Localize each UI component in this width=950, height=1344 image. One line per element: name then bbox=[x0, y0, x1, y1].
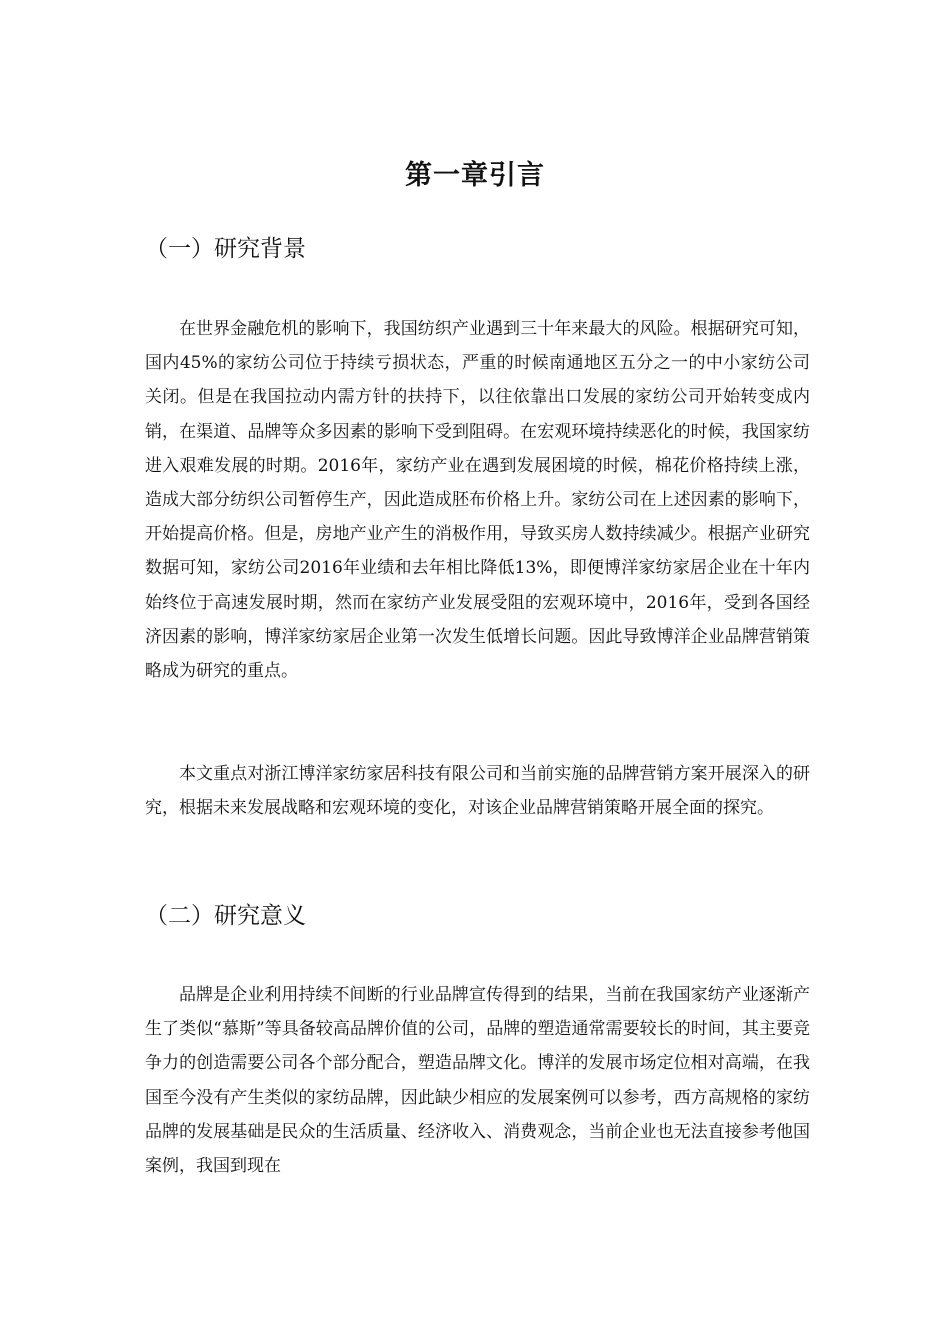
section-heading-background: （一）研究背景 bbox=[145, 236, 306, 262]
chapter-title: 第一章引言 bbox=[405, 160, 545, 191]
paragraph: 在世界金融危机的影响下，我国纺织产业遇到三十年来最大的风险。根据研究可知，国内45%的家纺公司位于持续亏损状态，严重的时候南通地区五分之一的中小家纺公司关闭。但是在我国拉动内需方针的扶持下，以往依靠出口发展的家纺公司开始转变成内销，在渠道、品牌等众多因素的影响下受到阻碍。在宏观环境持续恶化的时候，我国家纺进入艰难发展的时期。2016年，家纺产业在遇到发展困境的时候，棉花价格持续上涨，造成大部分纺织公司暂停生产，因此造成胚布价格上升。家纺公司在上述因素的影响下，开始提高价格。但是，房地产业产生的消极作用，导致买房人数持续减少。根据产业研究数据可知，家纺公司2016年业绩和去年相比降低13%，即便博洋家纺家居企业在十年内始终位于高速发展时期，然而在家纺产业发展受阻的宏观环境中，2016年，受到各国经济因素的影响，博洋家纺家居企业第一次发生低增长问题。因此导致博洋企业品牌营销策略成为研究的重点。 bbox=[145, 319, 810, 682]
section-heading-significance: （二）研究意义 bbox=[145, 903, 306, 929]
paragraph: 本文重点对浙江博洋家纺家居科技有限公司和当前实施的品牌营销方案开展深入的研究，根据未来发展战略和宏观环境的变化，对该企业品牌营销策略开展全面的探究。 bbox=[145, 764, 810, 819]
paragraph: 品牌是企业利用持续不间断的行业品牌宣传得到的结果，当前在我国家纺产业逐渐产生了类似“慕斯”等具备较高品牌价值的公司，品牌的塑造通常需要较长的时间，其主要竞争力的创造需要公司各个部分配合，塑造品牌文化。博洋的发展市场定位相对高端，在我国至今没有产生类似的家纺品牌，因此缺少相应的发展案例可以参考，西方高规格的家纺品牌的发展基础是民众的生活质量、经济收入、消费观念，当前企业也无法直接参考他国案例，我国到现在 bbox=[145, 985, 810, 1177]
